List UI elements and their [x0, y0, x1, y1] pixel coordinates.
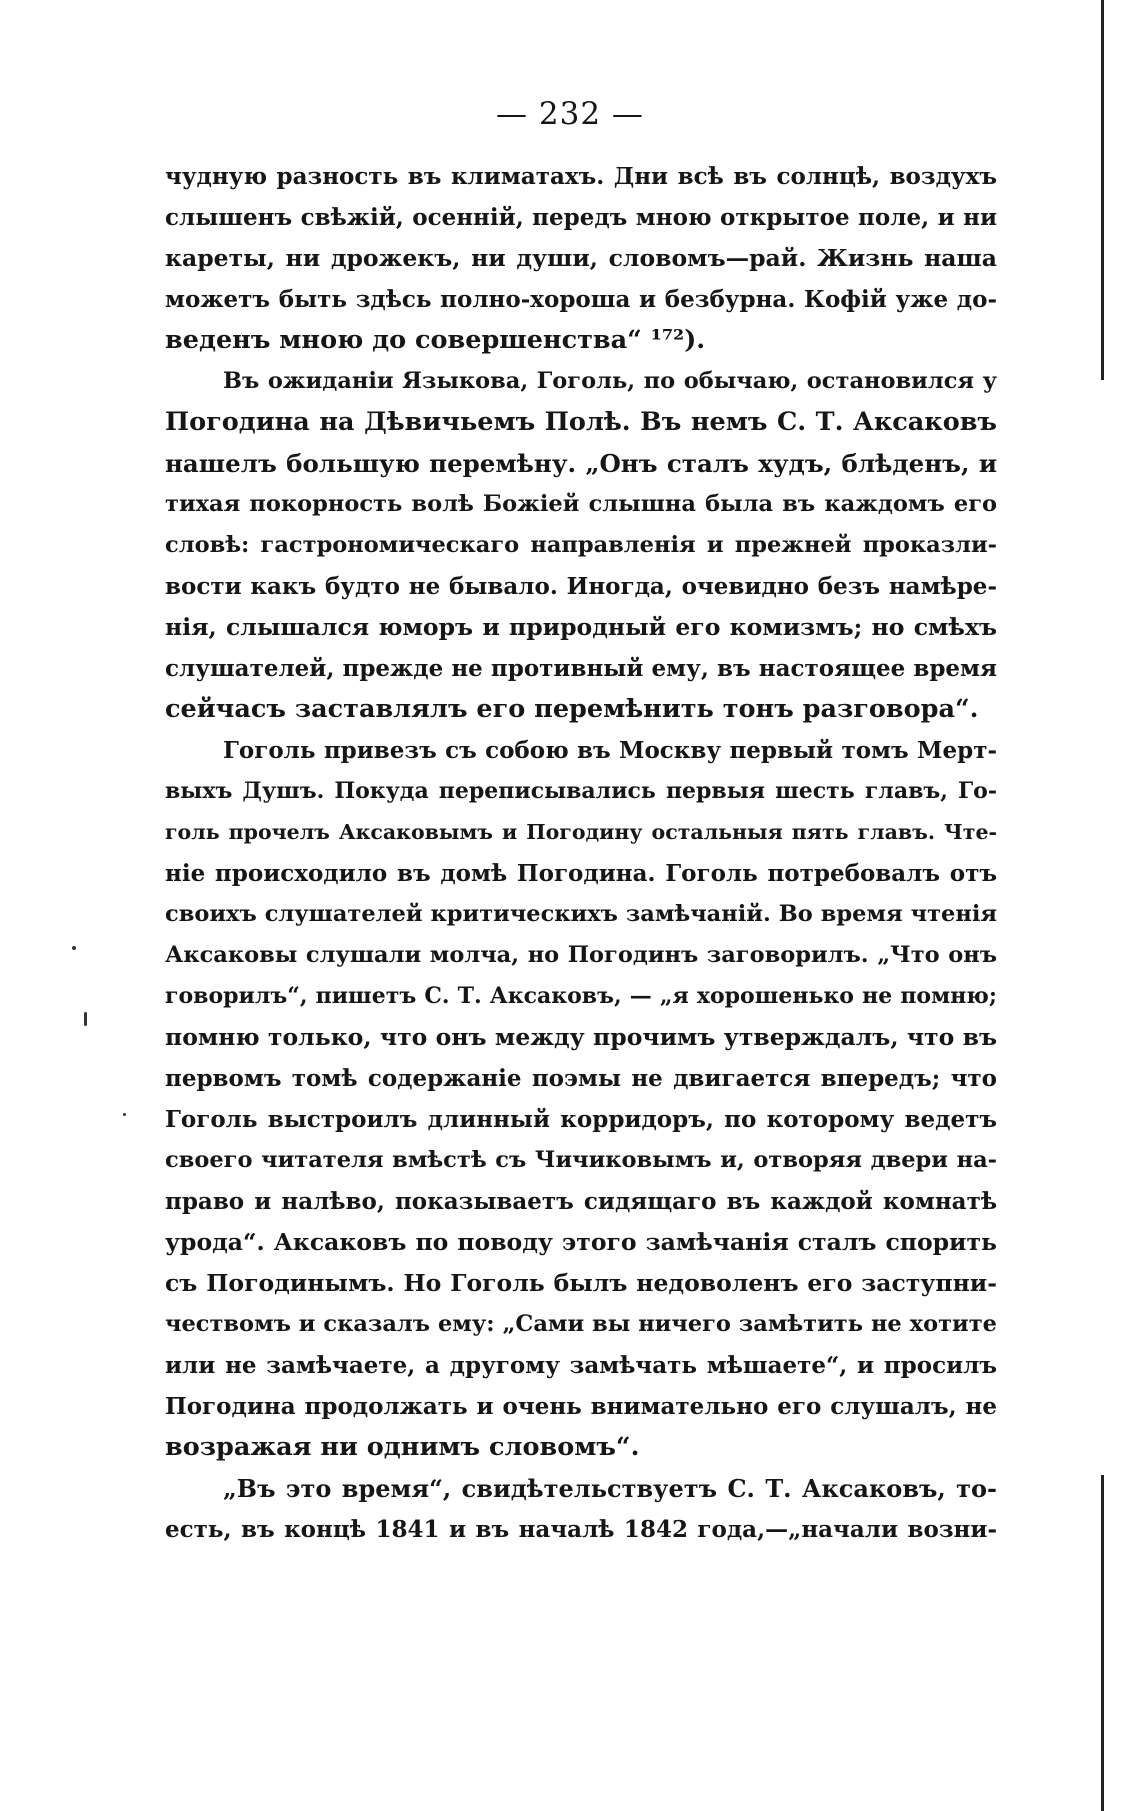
text-line: Погодина продолжать и очень внимательно его слушалъ, не [165, 1393, 997, 1420]
text-line: Въ ожиданіи Языкова, Гоголь, по обычаю, остановился у [223, 368, 997, 394]
text-line: выхъ Душъ. Покуда переписывались первыя шесть главъ, Го- [165, 778, 997, 804]
scan-speck [84, 1012, 87, 1026]
text-line: Аксаковы слушали молча, но Погодинъ заговорилъ. „Что онъ [165, 942, 997, 968]
text-line: первомъ томѣ содержаніе поэмы не двигается впередъ; что [165, 1065, 997, 1092]
text-line: своего читателя вмѣстѣ съ Чичиковымъ и, отворяя двери на- [165, 1147, 997, 1173]
scan-speck [123, 1113, 126, 1116]
text-line: тихая покорность волѣ Божіей слышна была въ каждомъ его [165, 491, 997, 517]
text-line: есть, въ концѣ 1841 и въ началѣ 1842 года,—„начали возни- [165, 1516, 997, 1543]
text-line: ніе происходило въ домѣ Погодина. Гоголь потребовалъ отъ [165, 860, 997, 887]
text-line: Погодина на Дѣвичьемъ Полѣ. Въ немъ С. Т. Аксаковъ [165, 407, 997, 437]
scan-edge-line-upper [1101, 0, 1104, 380]
text-line: слушателей, прежде не противный ему, въ настоящее время [165, 655, 997, 682]
text-line: веденъ мною до совершенства“ ¹⁷²). [165, 325, 706, 355]
text-line: говорилъ“, пишетъ С. Т. Аксаковъ, — „я хорошенько не помню; [165, 983, 997, 1009]
text-line: Гоголь выстроилъ длинный корридоръ, по которому ведетъ [165, 1106, 997, 1133]
text-line: или не замѣчаете, а другому замѣчать мѣшаете“, и просилъ [165, 1352, 997, 1379]
text-line: нія, слышался юморъ и природный его комизмъ; но смѣхъ [165, 613, 997, 641]
text-line: Гоголь привезъ съ собою въ Москву первый томъ Мерт- [223, 737, 997, 764]
text-line: право и налѣво, показываетъ сидящаго въ каждой комнатѣ [165, 1188, 997, 1215]
text-line: съ Погодинымъ. Но Гоголь былъ недоволенъ его заступни- [165, 1269, 997, 1297]
text-line: можетъ быть здѣсь полно-хороша и безбурна. Кофій уже до- [165, 286, 997, 313]
body-text [165, 156, 997, 1550]
text-line: возражая ни однимъ словомъ“. [165, 1432, 640, 1462]
text-line: чествомъ и сказалъ ему: „Сами вы ничего замѣтить не хотите [165, 1311, 997, 1337]
text-line: урода“. Аксаковъ по поводу этого замѣчанія сталъ спорить [165, 1228, 997, 1256]
text-line: слышенъ свѣжій, осенній, передъ мною открытое поле, и ни [165, 204, 997, 231]
text-line: помню только, что онъ между прочимъ утверждалъ, что въ [165, 1023, 997, 1051]
text-line: нашелъ большую перемѣну. „Онъ сталъ худъ, блѣденъ, и [165, 449, 997, 478]
text-line: кареты, ни дрожекъ, ни души, словомъ—рай. Жизнь наша [165, 244, 997, 272]
text-line: своихъ слушателей критическихъ замѣчаній. Во время чтенія [165, 901, 997, 927]
text-line: чудную разность въ климатахъ. Дни всѣ въ солнцѣ, воздухъ [165, 163, 997, 190]
scan-edge-line-lower [1101, 1475, 1104, 1811]
scan-speck [72, 946, 76, 950]
page-number: — 232 — [496, 96, 644, 132]
text-line: „Въ это время“, свидѣтельствуетъ С. Т. Аксаковъ, то- [223, 1474, 997, 1503]
text-line: сейчасъ заставлялъ его перемѣнить тонъ разговора“. [165, 694, 979, 724]
text-line: словѣ: гастрономическаго направленія и прежней проказли- [165, 532, 997, 558]
text-line: вости какъ будто не бывало. Иногда, очевидно безъ намѣре- [165, 573, 997, 600]
text-line: голь прочелъ Аксаковымъ и Погодину остальныя пять главъ. Чте- [165, 820, 997, 844]
